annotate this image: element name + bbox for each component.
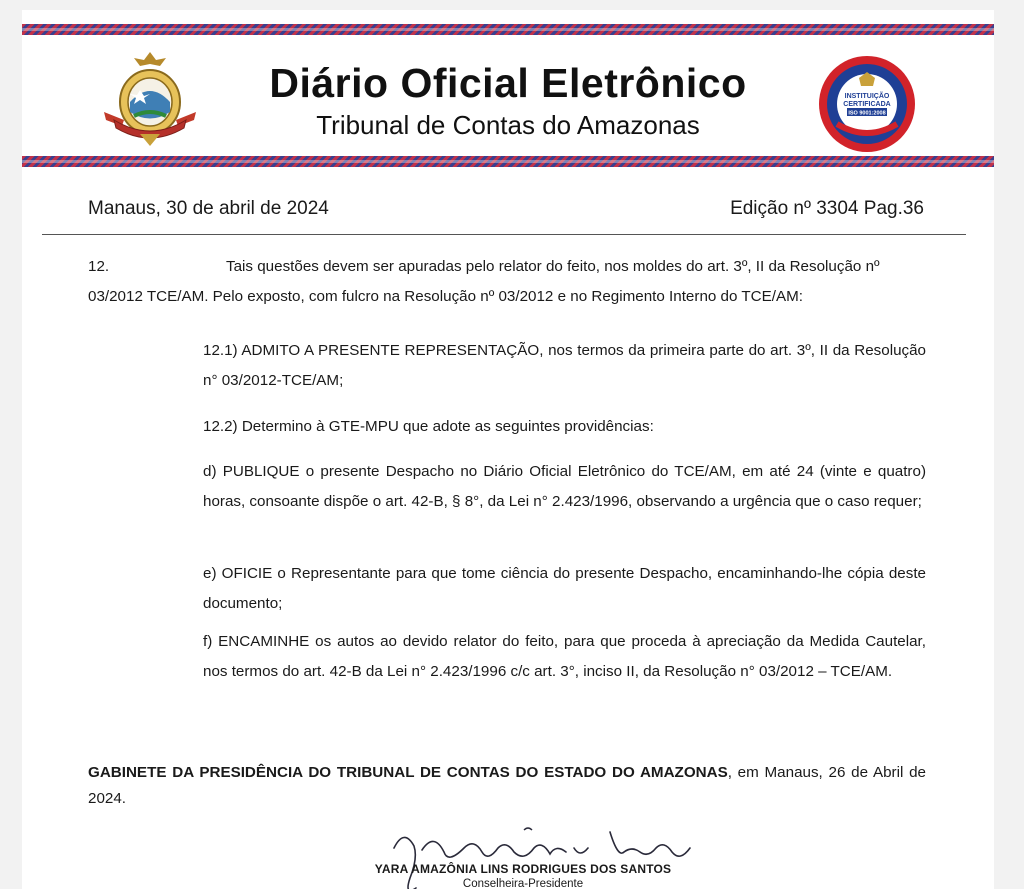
item-number: 12.	[88, 258, 110, 275]
paragraph-item-d: d) PUBLIQUE o presente Despacho no Diário Oficial Eletrônico do TCE/AM, em até 24 (vinte e quatro) horas, consoante dispõe o art. 42-B, § 8°, da Lei n° 2.423/1996, observando a urgência que o caso requer;	[203, 463, 926, 510]
item12-line1: Tais questões devem ser apuradas pelo relator do feito, nos moldes do art. 3º, II da Resolução nº	[226, 258, 880, 275]
place-date: Manaus, 30 de abril de 2024	[88, 198, 329, 219]
paragraph-item-12	[88, 252, 926, 312]
paragraph-item-f: f) ENCAMINHE os autos ao devido relator do feito, para que proceda à apreciação da Medida Cautelar, nos termos do art. 42-B da Lei n° 2.423/1996 c/c art. 3°, inciso II, da Resolução n° 03/2012 – TCE/AM.	[203, 633, 926, 680]
closing-office: GABINETE DA PRESIDÊNCIA DO TRIBUNAL DE CONTAS DO ESTADO DO AMAZONAS	[88, 764, 728, 781]
paragraph-item-12-2: 12.2) Determino à GTE-MPU que adote as seguintes providências:	[203, 418, 654, 435]
document-page	[22, 10, 994, 889]
signatory-role: Conselheira-Presidente	[462, 878, 584, 889]
edition-page: Edição nº 3304 Pag.36	[730, 198, 924, 219]
paragraph-item-e: e) OFICIE o Representante para que tome ciência do presente Despacho, encaminhando-lhe cópia deste documento;	[203, 565, 926, 612]
publication-title: Diário Oficial Eletrônico	[269, 60, 747, 106]
item12-line2: 03/2012 TCE/AM. Pelo exposto, com fulcro na Resolução nº 03/2012 e no Regimento Interno do TCE/AM:	[88, 288, 803, 305]
closing-statement	[88, 760, 926, 812]
closing-date: , em Manaus, 26 de Abril de 2024.	[88, 764, 926, 807]
signatory-name: YARA AMAZÔNIA LINS RODRIGUES DOS SANTOS	[374, 862, 672, 876]
header-band-bottom	[22, 156, 994, 167]
iso-certification-badge-icon	[817, 54, 917, 154]
badge-line3: ISO 9001:2008	[848, 110, 886, 117]
badge-line1: INSTITUIÇÃO	[844, 93, 890, 100]
publication-subtitle: Tribunal de Contas do Amazonas	[316, 110, 700, 140]
header-band-top	[22, 24, 994, 35]
badge-line2: CERTIFICADA	[843, 101, 891, 108]
header-divider	[42, 234, 966, 235]
paragraph-item-12-1: 12.1) ADMITO A PRESENTE REPRESENTAÇÃO, nos termos da primeira parte do art. 3º, II da Resolução n° 03/2012-TCE/AM;	[203, 342, 926, 389]
